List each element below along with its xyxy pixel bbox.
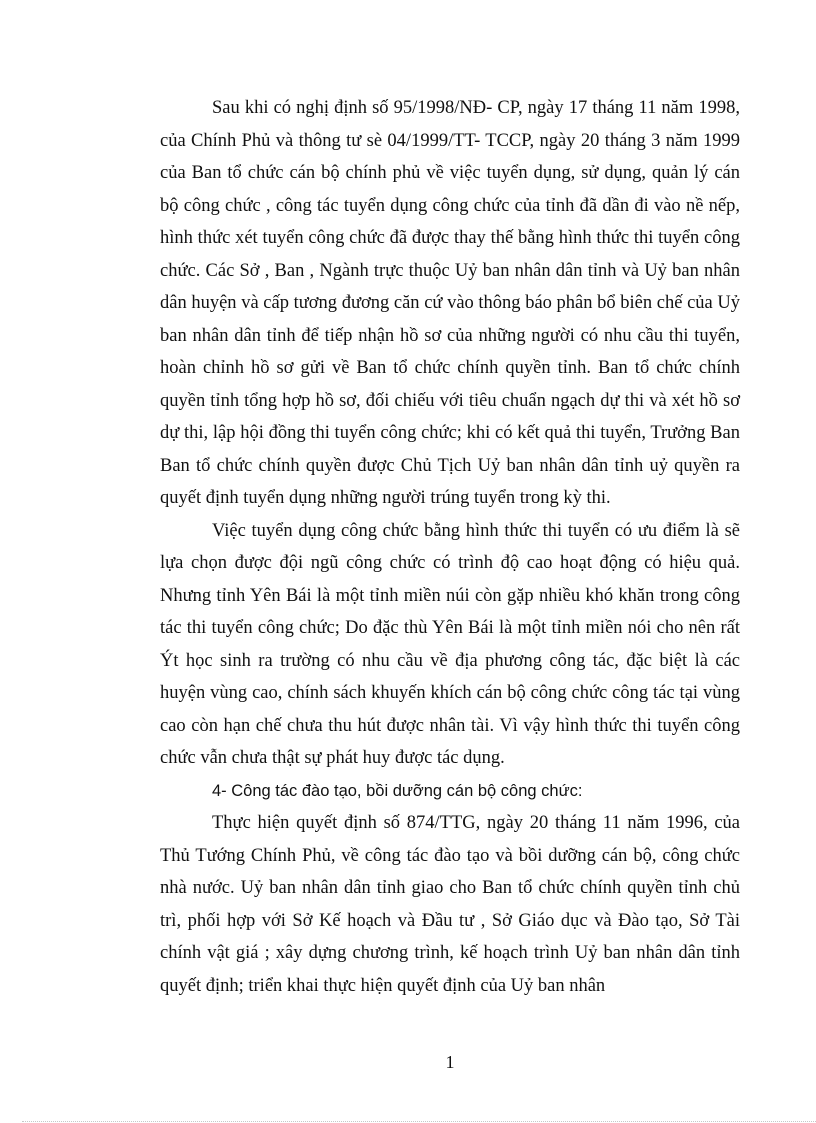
paragraph-recruitment-process: Sau khi có nghị định số 95/1998/NĐ- CP, ngày 17 tháng 11 năm 1998, của Chính Phủ và thông tư sè 04/1999/TT- TCCP, ngày 20 tháng 3 năm 1999 của Ban tổ chức cán bộ chính phủ về việc tuyển dụng, sử dụng, quản lý cán bộ công chức , công tác tuyển dụng công chức của tỉnh đã dần đi vào nề nếp, hình thức xét tuyển công chức đã được thay thế bằng hình thức thi tuyển công chức. Các Sở , Ban , Ngành trực thuộc Uỷ ban nhân dân tỉnh và Uỷ ban nhân dân huyện và cấp tương đương căn cứ vào thông báo phân bổ biên chế của Uỷ ban nhân dân tỉnh để tiếp nhận hồ sơ của những người có nhu cầu thi tuyển, hoàn chỉnh hồ sơ gửi về Ban tổ chức chính quyền tỉnh. Ban tổ chức chính quyền tỉnh tổng hợp hồ sơ, đối chiếu với tiêu chuẩn ngạch dự thi và xét hồ sơ dự thi, lập hội đồng thi tuyển công chức; khi có kết quả thi tuyển, Trưởng Ban Ban tổ chức chính quyền được Chủ Tịch Uỷ ban nhân dân tỉnh uỷ quyền ra quyết định tuyển dụng những người trúng tuyển trong kỳ thi. bbox=[160, 98, 740, 508]
page-number: 1 bbox=[445, 1052, 455, 1072]
paragraph-recruitment-evaluation: Việc tuyển dụng công chức bằng hình thức thi tuyển có ưu điểm là sẽ lựa chọn được đội ngũ công chức có trình độ cao hoạt động có hiệu quả. Nhưng tỉnh Yên Bái là một tỉnh miền núi còn gặp nhiều khó khăn trong công tác thi tuyển công chức; Do đặc thù Yên Bái là một tỉnh miền nói cho nên rất Ýt học sinh ra trường có nhu cầu về địa phương công tác, đặc biệt là các huyện vùng cao, chính sách khuyến khích cán bộ công chức công tác tại vùng cao còn hạn chế chưa thu hút được nhân tài. Vì vậy hình thức thi tuyển công chức vẫn chưa thật sự phát huy được tác dụng. bbox=[160, 520, 740, 768]
document-body bbox=[160, 92, 740, 1002]
section-heading-training: 4- Công tác đào tạo, bồi dưỡng cán bộ công chức: bbox=[212, 781, 583, 800]
page-bottom-divider bbox=[22, 1121, 816, 1122]
paragraph-training-decision: Thực hiện quyết định số 874/TTG, ngày 20 tháng 11 năm 1996, của Thủ Tướng Chính Phủ, về công tác đào tạo và bồi dưỡng cán bộ, công chức nhà nước. Uỷ ban nhân dân tỉnh giao cho Ban tổ chức chính quyền tỉnh chủ trì, phối hợp với Sở Kế hoạch và Đầu tư , Sở Giáo dục và Đào tạo, Sở Tài chính vật giá ; xây dựng chương trình, kế hoạch trình Uỷ ban nhân dân tỉnh quyết định; triển khai thực hiện quyết định của Uỷ ban nhân bbox=[160, 813, 740, 996]
